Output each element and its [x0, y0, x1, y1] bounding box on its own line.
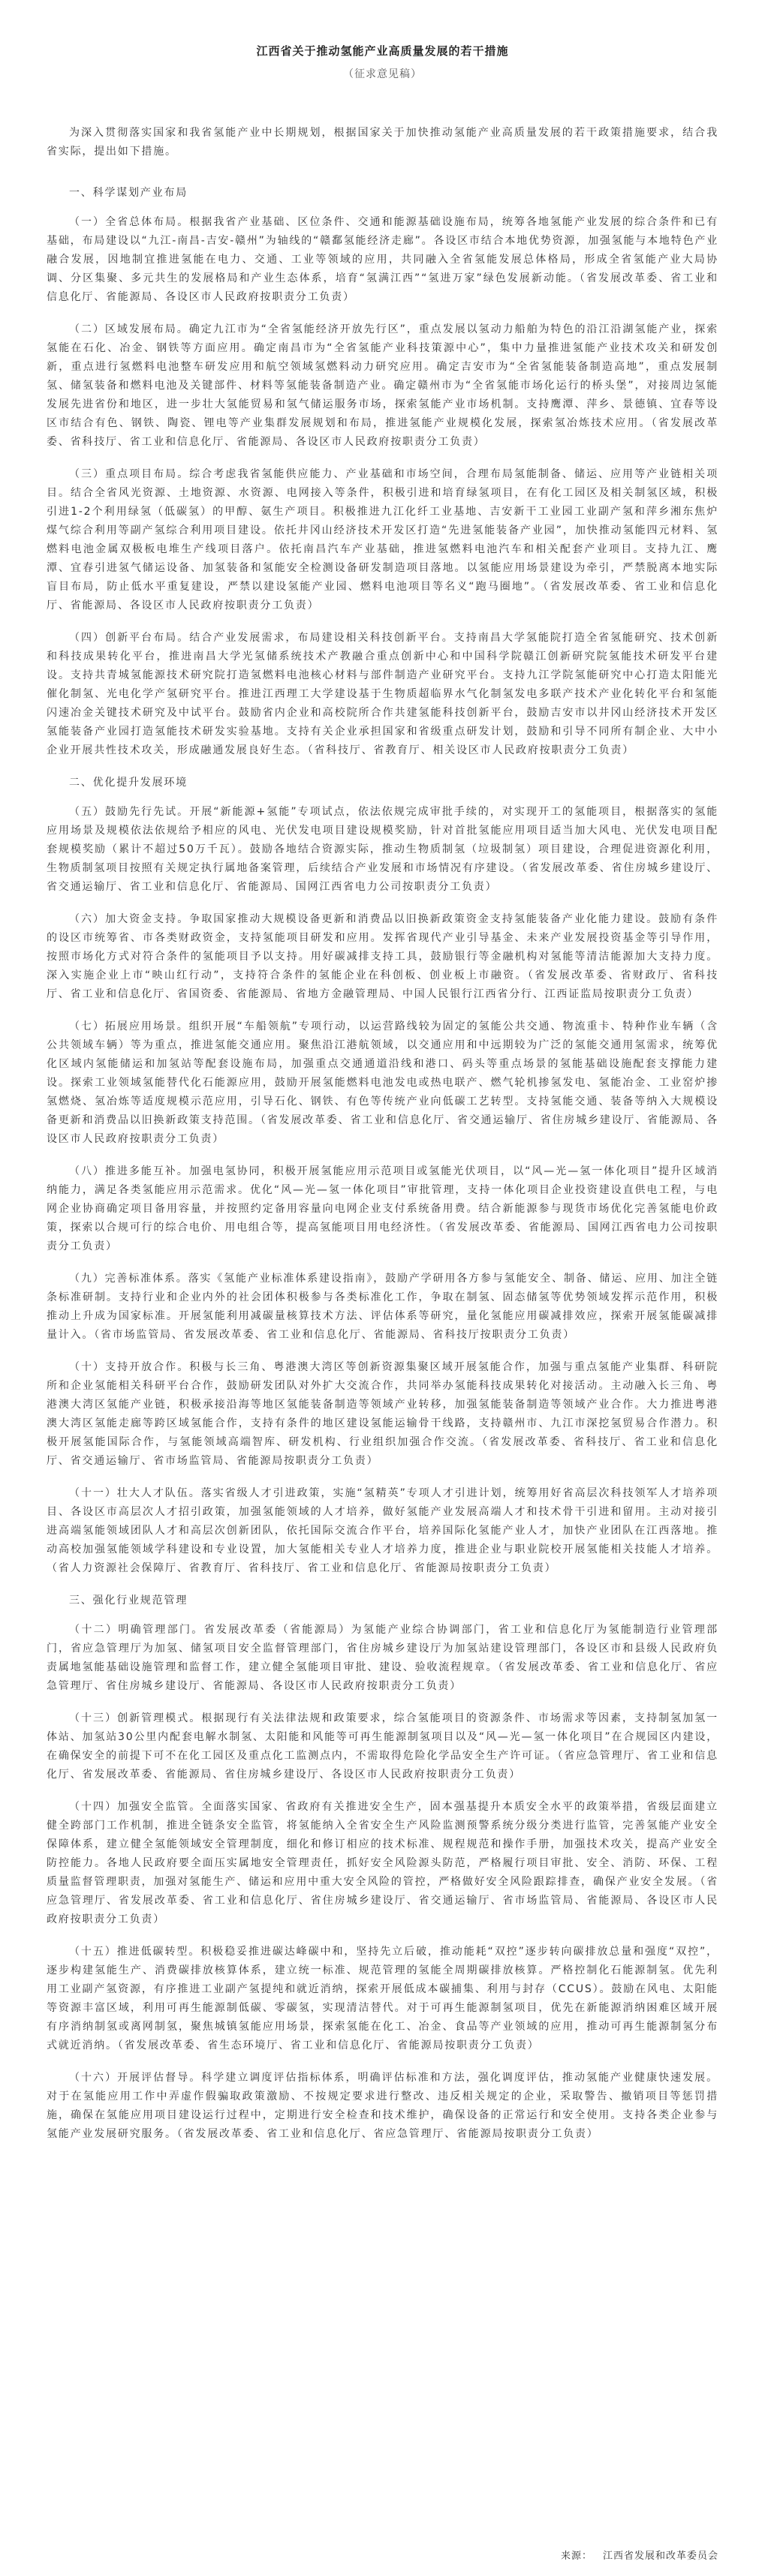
section-heading: 三、强化行业规范管理: [69, 1595, 188, 1607]
section-environment: [47, 774, 718, 1578]
measure-text: 根据现行有关法律法规和政策要求，综合氢能项目的资源条件、市场需求等因素，支持制氢加氢一体站、加氢站30公里内配套电解水制氢、太阳能和风能等可再生能源制氢项目以及“风—光—氢一体化项目”在合规园区内建设，在确保安全的前提下可不在化工园区及重点化工监测点内，不需取得危险化学品安全生产许可证。（省应急管理厅、省工业和信息化厅、省发展改革委、省能源局、省住房城乡建设厅、各设区市人民政府按职责分工负责）: [47, 1712, 718, 1781]
measure-paragraph: [47, 629, 718, 760]
measure-text: 全面落实国家、省政府有关推进安全生产，固本强基提升本质安全水平的政策举措，省级层面建立健全跨部门工作机制，推进全链条安全监管，将氢能纳入全省安全生产风险监测预警系统分级分类进行监管，完善氢能产业安全保障体系，建立健全氢能领域安全管理制度，细化和修订相应的技术标准、规程规范和操作手册，加强技术攻关，提高产业安全防控能力。各地人民政府要全面压实属地安全管理责任，抓好安全风险源头防范，严格履行项目审批、安全、消防、环保、工程质量监督管理职责，加强对氢能生产、储运和应用中重大安全风险的管控，严格做好安全风险跟踪排查，确保产业安全发展。（省应急管理厅、省发展改革委、省工业和信息化厅、省住房城乡建设厅、省交通运输厅、省市场监管局、省能源局、各设区市人民政府按职责分工负责）: [47, 1801, 718, 1925]
source-label: 来源：: [560, 2550, 592, 2562]
measure-text: 落实《氢能产业标准体系建设指南》，鼓励产学研用各方参与氢能安全、制备、储运、应用、加注全链条标准研制。支持行业和企业内外的社会团体积极参与各类标准化工作，争取在制氢、固态储氢等优势领域发挥示范作用，积极推动上升成为国家标准。开展氢能利用减碳量核算技术方法、评估体系等研究，量化氢能应用碳减排效应，探索开展氢能碳减排量计入。（省市场监管局、省发展改革委、省工业和信息化厅、省能源局、省科技厅按职责分工负责）: [47, 1273, 719, 1341]
measure-label: （十一）壮大人才队伍。: [69, 1487, 201, 1499]
measure-paragraph: [47, 1358, 718, 1471]
measure-paragraph: [47, 320, 718, 452]
measure-paragraph: [47, 1270, 718, 1345]
measure-text: 根据我省产业基础、区位条件、交通和能源基础设施布局，统筹各地氢能产业发展的综合条件和已有基础，布局建设以“九江-南昌-吉安-赣州”为轴线的“赣鄱氢能经济走廊”。各设区市结合本地优势资源，加强氢能与本地特色产业融合发展，因地制宜推进氢能在电力、交通、工业等领域的应用，共同融入全省氢能发展总体格局，形成全省氢能产业大局协调、分区集聚、多元共生的发展格局和产业生态体系，培育“氢满江西”“氢进万家”绿色发展新动能。（省发展改革委、省工业和信息化厅、省能源局、各设区市人民政府按职责分工负责）: [47, 216, 719, 303]
measure-text: 结合产业发展需求，布局建设相关科技创新平台。支持南昌大学氢能院打造全省氢能研究、技术创新和科技成果转化平台，推进南昌大学光氢储系统技术产教融合重点创新中心和中国科学院赣江创新研究院氢能技术研发平台建设。支持共青城氢能源技术研究院打造氢燃料电池核心材料与部件制造产业研究平台。支持九江学院氢能研究中心打造太阳能光催化制氢、光电化学产氢研究平台。推进江西理工大学建设基于生物质超临界水气化制氢发电多联产技术产业化转化平台和氢能闪速冶金关键技术研究及中试平台。鼓励省内企业和高校院所合作共建氢能科技创新平台，鼓励吉安市以井冈山经济技术开发区氢能装备产业园打造氢能技术研发实验基地。支持有关企业承担国家和省级重点研发计划，鼓励和引导不同所有制企业、大中小企业开展共性技术攻关，形成融通发展良好生态。（省科技厅、省教育厅、相关设区市人民政府按职责分工负责）: [47, 632, 719, 756]
section-heading: 二、优化提升发展环境: [69, 777, 188, 789]
measure-paragraph: [47, 910, 718, 1004]
measure-text: 科学建立调度评估指标体系，明确评估标准和方法，强化调度评估，推动氢能产业健康快速发展。对于在氢能应用工作中弄虚作假骗取政策激励、不按规定要求进行整改、违反相关规定的企业，采取警告、撤销项目等惩罚措施，确保在氢能应用项目建设运行过程中，定期进行安全检查和技术维护，确保设备的正常运行和安全使用。支持各类企业参与氢能产业发展研究服务。（省发展改革委、省工业和信息化厅、省应急管理厅、省能源局按职责分工负责）: [47, 2072, 718, 2140]
measure-paragraph: [47, 1621, 718, 1696]
measure-paragraph: [47, 1017, 718, 1149]
section-regulation: [47, 1592, 718, 2144]
measure-paragraph: [47, 213, 718, 307]
measure-label: （七）拓展应用场景。: [69, 1020, 189, 1033]
source-name: 江西省发展和改革委员会: [602, 2550, 718, 2562]
measure-label: （二）区域发展布局。: [69, 323, 189, 335]
section-layout: [47, 184, 718, 760]
measure-label: （四）创新平台布局。: [69, 632, 190, 644]
measure-label: （九）完善标准体系。: [69, 1273, 188, 1285]
measure-label: （八）推进多能互补。: [69, 1165, 189, 1177]
measure-text: 积极与长三角、粤港澳大湾区等创新资源集聚区域开展氢能合作，加强与重点氢能产业集群、科研院所和企业氢能相关科研平台合作，鼓励研发团队对外扩大交流合作，共同举办氢能科技成果转化对接活动。主动融入长三角、粤港澳大湾区氢能产业链，积极承接沿海等地区氢能装备制造等领域产业转移，加强氢能装备制造等领域产业合作。大力推进粤港澳大湾区氢能走廊等跨区域氢能合作，支持有条件的地区建设氢能运输骨干线路，支持赣州市、九江市深挖氢贸易合作潜力。积极开展氢能国际合作，与氢能领域高端智库、研发机构、行业组织加强合作交流。（省发展改革委、省科技厅、省工业和信息化厅、省交通运输厅、省市场监管局、省能源局按职责分工负责）: [47, 1361, 719, 1467]
measure-label: （五）鼓励先行先试。: [69, 806, 190, 818]
document-subtitle: （征求意见稿）: [343, 68, 422, 80]
measure-paragraph: [47, 1943, 718, 2055]
measure-text: 积极稳妥推进碳达峰碳中和，坚持先立后破，推动能耗“双控”逐步转向碳排放总量和强度“双控”，逐步构建氢能生产、消费碳排放核算体系，建立统一标准、规范管理的氢能全周期碳排放核算。严格控制化石能源制氢。优先利用工业副产氢资源，有序推进工业副产氢提纯和就近消纳，探索开展低成本碳捕集、利用与封存（CCUS）。鼓励在风电、太阳能等资源丰富区域，利用可再生能源制低碳、零碳氢，实现清洁替代。对于可再生能源制氢项目，优先在新能源消纳困难区域开展有序消纳制氢或离网制氢，聚焦城镇氢能应用场景，探索氢能在化工、冶金、食品等产业领域的应用，推动可再生能源制氢分布式就近消纳。（省发展改革委、省生态环境厅、省工业和信息化厅、省能源局按职责分工负责）: [47, 1946, 718, 2051]
measure-paragraph: [47, 1709, 718, 1784]
measure-label: （三）重点项目布局。: [69, 468, 190, 480]
measure-text: 确定九江市为“全省氢能经济开放先行区”，重点发展以氢动力船舶为特色的沿江沿湖氢能产业，探索氢能在石化、冶金、钢铁等方面应用。确定南昌市为“全省氢能产业科技策源中心”，集中力量推进氢能产业技术攻关和研发创新，重点进行氢燃料电池整车研发应用和航空领域氢燃料动力研究应用。确定吉安市为“全省氢能装备制造高地”，重点发展制氢、储氢装备和燃料电池及关键部件、材料等氢能装备制造产业。确定赣州市为“全省氢能市场化运行的桥头堡”，对接周边氢能发展先进省份和地区，进一步壮大氢能贸易和氢气储运服务市场，探索氢能产业市场机制。支持鹰潭、萍乡、景德镇、宜春等设区市结合有色、钢铁、陶瓷、锂电等产业集群发展规划和布局，推进氢能产业规模化发展，探索氢冶炼技术应用。（省发展改革委、省科技厅、省工业和信息化厅、省能源局、各设区市人民政府按职责分工负责）: [47, 323, 718, 448]
measure-text: 落实省级人才引进政策，实施“氢精英”专项人才引进计划，统筹用好省高层次科技领军人才培养项目、各设区市高层次人才招引政策，加强氢能领域的人才培养，做好氢能产业发展高端人才和技术骨干引进和留用。主动对接引进高端氢能领域团队人才和高层次创新团队，依托国际交流合作平台，培养国际化氢能产业人才，加快产业团队在江西落地。推动高校加强氢能领域学科建设和专业设置，加大氢能相关专业人才培养力度，推进企业与职业院校开展氢能相关技能人才培养。（省人力资源社会保障厅、省教育厅、省科技厅、省工业和信息化厅、省能源局按职责分工负责）: [47, 1487, 718, 1574]
measure-text: 组织开展“车船领航”专项行动，以运营路线较为固定的氢能公共交通、物流重卡、特种作业车辆（含公共领域车辆）等为重点，推进氢能交通应用。聚焦沿江港航领域，以交通应用和中远期较为广泛的氢能交通用氢需求，统筹优化区域内氢能储运和加氢站等配套设施布局，加强重点交通通道沿线和港口、码头等重点场景的氢能基础设施配套支撑能力建设。探索工业领域氢能替代化石能源应用，鼓励开展氢能燃料电池发电或热电联产、燃气轮机掺氢发电、氢能冶金、工业窑炉掺氢燃烧、氢冶炼等适度规模示范应用，引导石化、钢铁、有色等传统产业向低碳工艺转型。支持氢能交通、装备等纳入大规模设备更新和消费品以旧换新政策支持范围。（省发展改革委、省工业和信息化厅、省交通运输厅、省住房城乡建设厅、省能源局、各设区市人民政府按职责分工负责）: [47, 1020, 718, 1145]
measure-paragraph: [47, 1162, 718, 1256]
measure-paragraph: [47, 465, 718, 615]
section-heading: 一、科学谋划产业布局: [69, 187, 188, 199]
measure-text: 争取国家推动大规模设备更新和消费品以旧换新政策资金支持氢能装备产业化能力建设。鼓励有条件的设区市统筹省、市各类财政资金，支持氢能项目研发和应用。发挥省现代产业引导基金、未来产业发展投资基金等引导作用，按照市场化方式对符合条件的氢能项目予以支持。用好碳减排支持工具，鼓励银行等金融机构对氢能等清洁能源加大支持力度。深入实施企业上市“映山红行动”，支持符合条件的氢能企业在科创板、创业板上市融资。（省发展改革委、省财政厅、省科技厅、省工业和信息化厅、省国资委、省能源局、省地方金融管理局、中国人民银行江西省分行、江西证监局按职责分工负责）: [47, 913, 719, 1000]
measure-label: （十六）开展评估督导。: [69, 2072, 202, 2084]
measure-paragraph: [47, 803, 718, 897]
document-title: 江西省关于推动氢能产业高质量发展的若干措施: [256, 44, 509, 58]
measure-paragraph: [47, 2069, 718, 2144]
measure-label: （十四）加强安全监管。: [69, 1801, 202, 1813]
intro-paragraph: 为深入贯彻落实国家和我省氢能产业中长期规划，根据国家关于加快推动氢能产业高质量发展的若干政策措施要求，结合我省实际，提出如下措施。: [47, 127, 718, 158]
measure-label: （十五）推进低碳转型。: [69, 1946, 201, 1958]
measure-label: （十）支持开放合作。: [69, 1361, 190, 1373]
measure-label: （六）加大资金支持。: [69, 913, 190, 925]
document-page: [47, 0, 718, 2157]
source-attribution: [561, 2548, 718, 2565]
measure-label: （十三）创新管理模式。: [69, 1712, 202, 1724]
measure-text: 省发展改革委（省能源局）为氢能产业综合协调部门，省工业和信息化厅为氢能制造行业管理部门，省应急管理厅为加氢、储氢项目安全监督管理部门，省住房城乡建设厅为加氢站建设管理部门，各设区市和县级人民政府负责属地氢能基础设施管理和监督工作，建立健全氢能项目审批、建设、验收流程规章。（省发展改革委、省工业和信息化厅、省应急管理厅、省住房城乡建设厅、省能源局、各设区市人民政府按职责分工负责）: [47, 1624, 718, 1692]
measure-label: （一）全省总体布局。: [69, 216, 190, 228]
measure-text: 综合考虑我省氢能供应能力、产业基础和市场空间，合理布局氢能制备、储运、应用等产业链相关项目。结合全省风光资源、土地资源、水资源、电网接入等条件，积极引进和培育绿氢项目，在有化工园区及相关制氢区域，积极引进1-2个利用绿氢（低碳氢）的甲醇、氨生产项目。积极推进九江化纤工业基地、吉安新干工业园工业副产氢和萍乡湘东焦炉煤气综合利用等副产氢综合利用项目建设。依托井冈山经济技术开发区打造“先进氢能装备产业园”，加快推动氢能四元材料、氢燃料电池金属双极板电堆生产线项目落户。依托南昌汽车产业基础，推进氢燃料电池汽车和相关配套产业项目。支持九江、鹰潭、宜春引进氢气储运设备、加氢装备和氢能安全检测设备研发制造项目落地。以氢能应用场景建设为牵引，严禁脱离本地实际盲目布局，防止低水平重复建设，严禁以建设氢能产业园、燃料电池项目等名义“跑马圈地”。（省发展改革委、省工业和信息化厅、省能源局、各设区市人民政府按职责分工负责）: [47, 468, 719, 612]
measure-paragraph: [47, 1484, 718, 1578]
measure-text: 加强电氢协同，积极开展氢能应用示范项目或氢能光伏项目，以“风—光—氢一体化项目”提升区域消纳能力，满足各类氢能应用示范需求。优化“风—光—氢一体化项目”审批管理，支持一体化项目企业投资建设直供电工程，与电网企业协商确定项目备用容量，并按照约定备用容量向电网企业支付系统备用费。结合新能源参与现货市场优化完善氢能电价政策，探索以合规可行的综合电价、用电组合等，提高氢能项目用电经济性。（省发展改革委、省能源局、国网江西省电力公司按职责分工负责）: [47, 1165, 718, 1252]
measure-label: （十二）明确管理部门。: [69, 1624, 204, 1636]
measure-text: 开展“新能源+氢能”专项试点，依法依规完成审批手续的，对实现开工的氢能项目，根据落实的氢能应用场景及规模依法依规给予相应的风电、光伏发电项目建设规模奖励，针对首批氢能应用项目适当加大风电、光伏发电项目配套规模奖励（累计不超过50万千瓦）。鼓励各地结合资源实际，推动生物质制氢（垃圾制氢）项目建设，合理促进资源化利用，生物质制氢项目按照有关规定执行属地备案管理，后续结合产业发展和市场情况有序建设。（省发展改革委、省住房城乡建设厅、省交通运输厅、省工业和信息化厅、省能源局、国网江西省电力公司按职责分工负责）: [47, 806, 719, 893]
measure-paragraph: [47, 1798, 718, 1929]
